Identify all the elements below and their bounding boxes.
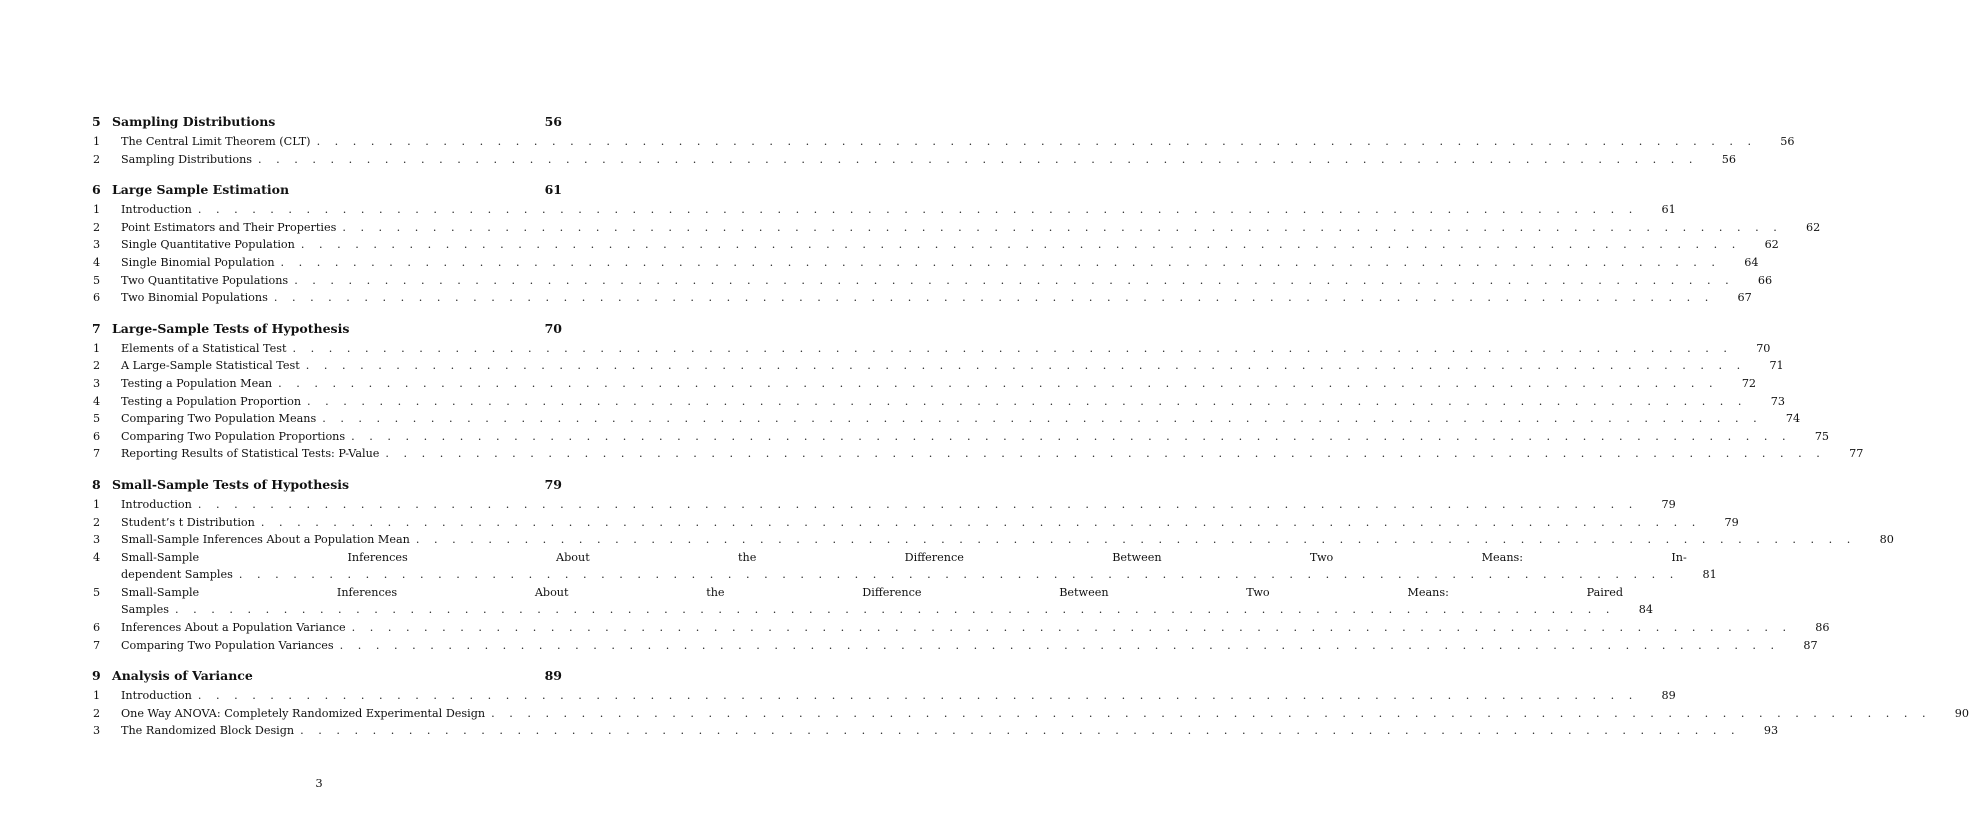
- dot-leader: . . . . . . . . . . . . . . . . . . . . . . . . . . . . . . . . . . . . . . . . . . . . . . . . . . . . . . . . . . . . . . . . . . . . . . . . . . . . . . . .: [294, 273, 1735, 287]
- section-body: [112, 236, 1779, 254]
- section-title: Single Binomial Population: [121, 255, 275, 269]
- chapter-title: Sampling Distributions: [112, 114, 276, 129]
- chapter-page-number: 70: [544, 320, 562, 336]
- toc-chapter: [92, 318, 1864, 463]
- toc-entry[interactable]: [92, 289, 1752, 307]
- dot-leader: . . . . . . . . . . . . . . . . . . . . . . . . . . . . . . . . . . . . . . . . . . . . . . . . . . . . . . . . . . . . . . . . . . . . . . . . . . . . . . . .: [415, 533, 1856, 547]
- section-title-line: [121, 722, 1778, 740]
- section-body: [112, 722, 1778, 740]
- section-body: [112, 254, 1758, 272]
- dot-leader: . . . . . . . . . . . . . . . . . . . . . . . . . . . . . . . . . . . . . . . . . . . . . . . . . . . . . . . . . . . . . . . . . . . . . . . . . . . . . . . .: [491, 706, 1932, 720]
- toc-entry[interactable]: [92, 619, 1830, 637]
- dot-leader: . . . . . . . . . . . . . . . . . . . . . . . . . . . . . . . . . . . . . . . . . . . . . . . . . . . . . . . . . . . . . . . . . . . . . . . . . . . . . . . .: [258, 152, 1698, 166]
- toc-entry[interactable]: [92, 219, 1821, 237]
- section-title: Sampling Distributions: [121, 152, 253, 166]
- section-body: [112, 637, 1818, 655]
- section-body: [112, 549, 1717, 584]
- chapter-title: Large Sample Estimation: [112, 182, 290, 198]
- section-page-number: 80: [1879, 533, 1894, 547]
- toc-entry[interactable]: [92, 722, 1779, 740]
- toc-entry[interactable]: [92, 705, 1969, 723]
- toc-entry[interactable]: [92, 687, 1676, 705]
- chapter-page-number: 56: [544, 114, 562, 129]
- section-page-number: 79: [1724, 515, 1739, 529]
- dot-leader: . . . . . . . . . . . . . . . . . . . . . . . . . . . . . . . . . . . . . . . . . . . . . . . . . . . . . . . . . . . . . . . . . . . . . . . . . . . . . . . .: [292, 341, 1733, 355]
- toc-entry[interactable]: [92, 151, 1736, 169]
- toc-chapter: [92, 179, 1821, 307]
- dot-leader: . . . . . . . . . . . . . . . . . . . . . . . . . . . . . . . . . . . . . . . . . . . . . . . . . . . . . . . . . . . . . . . . . . . . . . . . . . . . . . . .: [278, 376, 1719, 390]
- section-number: 1: [93, 689, 101, 703]
- chapter-page-number: 89: [544, 668, 562, 684]
- section-number: 6: [93, 621, 101, 635]
- section-body: [112, 340, 1770, 358]
- section-body: [112, 272, 1772, 290]
- dot-leader: . . . . . . . . . . . . . . . . . . . . . . . . . . . . . . . . . . . . . . . . . . . . . . . . . . . . . . . . . . . . . . . . . . . . . . . . . . . . . . . .: [238, 568, 1679, 582]
- toc-chapter: [92, 111, 1795, 168]
- chapter-number: 9: [92, 668, 101, 684]
- toc-entry[interactable]: [92, 375, 1757, 393]
- section-title: Inferences About a Population Variance: [121, 621, 346, 635]
- section-title-line: [121, 531, 1894, 549]
- section-title-line: [121, 201, 1676, 219]
- dot-leader: . . . . . . . . . . . . . . . . . . . . . . . . . . . . . . . . . . . . . . . . . . . . . . . . . . . . . . . . . . . . . . . . . . . . . . . . . . . . . . . .: [175, 603, 1615, 617]
- section-body: [112, 393, 1785, 411]
- section-body: [112, 133, 1795, 151]
- section-title: The Randomized Block Design: [121, 724, 295, 738]
- section-body: [112, 428, 1829, 446]
- toc-entry[interactable]: [92, 272, 1773, 290]
- section-body: [112, 151, 1736, 169]
- chapter-page-number: 61: [544, 182, 562, 198]
- section-title-line: [121, 254, 1758, 272]
- section-number: 3: [93, 376, 101, 390]
- section-body: [112, 496, 1676, 514]
- section-title: Small-Sample Inferences About a Population Mean: [121, 533, 410, 547]
- dot-leader: . . . . . . . . . . . . . . . . . . . . . . . . . . . . . . . . . . . . . . . . . . . . . . . . . . . . . . . . . . . . . . . . . . . . . . . . . . . . . . . .: [197, 203, 1638, 217]
- section-title: Comparing Two Population Variances: [121, 638, 334, 652]
- section-title-line: [121, 393, 1785, 411]
- toc-entry[interactable]: [92, 514, 1739, 532]
- page-number: 3: [315, 776, 323, 790]
- toc-entry[interactable]: [92, 428, 1830, 446]
- section-title: Two Binomial Populations: [121, 291, 268, 305]
- toc-entry[interactable]: [92, 254, 1759, 272]
- section-title-line: [121, 496, 1676, 514]
- section-page-number: 62: [1806, 220, 1821, 234]
- section-title-line: [121, 340, 1770, 358]
- section-title: One Way ANOVA: Completely Randomized Experimental Design: [121, 706, 486, 720]
- section-number: 1: [93, 497, 101, 511]
- section-title: Introduction: [121, 689, 192, 703]
- section-number: 1: [93, 341, 101, 355]
- section-title-line: [121, 705, 1969, 723]
- section-number: 2: [93, 220, 101, 234]
- section-title: Comparing Two Population Proportions: [121, 429, 346, 443]
- toc-entry[interactable]: [92, 549, 1717, 584]
- section-title-line: [121, 637, 1818, 655]
- toc-entry[interactable]: [92, 393, 1785, 411]
- section-number: 7: [93, 638, 101, 652]
- toc-entry[interactable]: [92, 496, 1676, 514]
- section-number: 4: [93, 550, 101, 564]
- section-page-number: 84: [1638, 603, 1653, 617]
- section-title-line: [121, 151, 1736, 169]
- toc-entry[interactable]: [92, 584, 1653, 619]
- section-page-number: 89: [1661, 689, 1676, 703]
- chapter-title: Small-Sample Tests of Hypothesis: [112, 476, 350, 492]
- section-title-line: [121, 566, 1717, 584]
- dot-leader: . . . . . . . . . . . . . . . . . . . . . . . . . . . . . . . . . . . . . . . . . . . . . . . . . . . . . . . . . . . . . . . . . . . . . . . . . . . . . . . .: [260, 515, 1701, 529]
- toc-chapter: [92, 665, 1969, 740]
- section-title: Student’s t Distribution: [121, 515, 255, 529]
- section-body: [112, 201, 1676, 219]
- chapter-number: 5: [92, 114, 101, 129]
- section-title-line: [121, 272, 1772, 290]
- section-body: [112, 705, 1969, 723]
- section-title-line: [121, 619, 1830, 637]
- section-number: 5: [93, 585, 101, 599]
- dot-leader: . . . . . . . . . . . . . . . . . . . . . . . . . . . . . . . . . . . . . . . . . . . . . . . . . . . . . . . . . . . . . . . . . . . . . . . . . . . . . . . .: [280, 255, 1721, 269]
- section-page-number: 74: [1785, 412, 1801, 426]
- section-page-number: 79: [1661, 497, 1676, 511]
- section-number: 5: [93, 273, 101, 287]
- section-number: 4: [93, 255, 101, 269]
- section-title-line: [121, 428, 1829, 446]
- section-title: Small-Sample Inferences About the Difference Between Two Means: Paired: [121, 585, 1623, 599]
- chapter-heading[interactable]: [92, 179, 562, 201]
- section-title: Elements of a Statistical Test: [121, 341, 287, 355]
- section-body: [112, 514, 1739, 532]
- dot-leader: . . . . . . . . . . . . . . . . . . . . . . . . . . . . . . . . . . . . . . . . . . . . . . . . . . . . . . . . . . . . . . . . . . . . . . . . . . . . . . . .: [197, 497, 1638, 511]
- section-number: 2: [93, 706, 101, 720]
- section-title-line: [121, 289, 1752, 307]
- section-title-line: [121, 445, 1863, 463]
- chapter-heading[interactable]: [92, 474, 562, 496]
- section-title: Testing a Population Proportion: [121, 394, 302, 408]
- chapter-title: Analysis of Variance: [112, 668, 253, 684]
- chapter-number: 7: [92, 320, 101, 336]
- section-title-line: [121, 584, 1653, 602]
- toc-entry[interactable]: [92, 133, 1795, 151]
- section-number: 2: [93, 152, 101, 166]
- section-page-number: 86: [1815, 621, 1830, 635]
- section-page-number: 81: [1702, 568, 1717, 582]
- section-title-line: [121, 410, 1800, 428]
- table-of-contents: [92, 111, 1969, 751]
- section-title-line: [121, 601, 1653, 619]
- section-title-line: [121, 549, 1717, 567]
- dot-leader: . . . . . . . . . . . . . . . . . . . . . . . . . . . . . . . . . . . . . . . . . . . . . . . . . . . . . . . . . . . . . . . . . . . . . . . . . . . . . . . .: [351, 429, 1792, 443]
- section-page-number: 56: [1780, 135, 1795, 148]
- section-number: 6: [93, 429, 101, 443]
- dot-leader: . . . . . . . . . . . . . . . . . . . . . . . . . . . . . . . . . . . . . . . . . . . . . . . . . . . . . . . . . . . . . . . . . . . . . . . . . . . . . . . .: [322, 412, 1763, 426]
- toc-entry[interactable]: [92, 531, 1894, 549]
- section-title: A Large-Sample Statistical Test: [121, 359, 300, 373]
- dot-leader: . . . . . . . . . . . . . . . . . . . . . . . . . . . . . . . . . . . . . . . . . . . . . . . . . . . . . . . . . . . . . . . . . . . . . . . . . . . . . . . .: [342, 220, 1783, 234]
- section-page-number: 70: [1756, 341, 1771, 355]
- section-body: [112, 531, 1894, 549]
- section-body: [112, 219, 1820, 237]
- toc-entry[interactable]: [92, 637, 1818, 655]
- dot-leader: . . . . . . . . . . . . . . . . . . . . . . . . . . . . . . . . . . . . . . . . . . . . . . . . . . . . . . . . . . . . . . . . . . . . . . . . . . . . . . . .: [300, 724, 1741, 738]
- section-page-number: 72: [1741, 376, 1757, 390]
- section-title: Point Estimators and Their Properties: [121, 220, 337, 234]
- section-number: 5: [93, 412, 101, 426]
- section-title-line: [121, 236, 1779, 254]
- section-number: 6: [93, 291, 101, 305]
- section-body: [112, 584, 1653, 619]
- dot-leader: . . . . . . . . . . . . . . . . . . . . . . . . . . . . . . . . . . . . . . . . . . . . . . . . . . . . . . . . . . . . . . . . . . . . . . . . . . . . . . . .: [339, 638, 1780, 652]
- chapter-page-number: 79: [544, 476, 562, 492]
- section-number: 2: [93, 359, 101, 373]
- section-page-number: 61: [1661, 203, 1676, 217]
- section-title-line: [121, 357, 1784, 375]
- chapter-heading[interactable]: [92, 111, 562, 133]
- dot-leader: . . . . . . . . . . . . . . . . . . . . . . . . . . . . . . . . . . . . . . . . . . . . . . . . . . . . . . . . . . . . . . . . . . . . . . . . . . . . . . . .: [197, 689, 1638, 703]
- section-title-line: [121, 687, 1676, 705]
- section-title: dependent Samples: [121, 568, 233, 582]
- section-page-number: 67: [1737, 291, 1752, 305]
- section-title: The Central Limit Theorem (CLT): [121, 135, 311, 148]
- section-body: [112, 619, 1830, 637]
- section-title: Reporting Results of Statistical Tests: P-Value: [121, 447, 380, 461]
- section-body: [112, 410, 1800, 428]
- toc-chapter: [92, 474, 1894, 654]
- section-number: 1: [93, 203, 101, 217]
- section-title: Single Quantitative Population: [121, 238, 295, 252]
- dot-leader: . . . . . . . . . . . . . . . . . . . . . . . . . . . . . . . . . . . . . . . . . . . . . . . . . . . . . . . . . . . . . . . . . . . . . . . . . . . . . . . .: [385, 447, 1826, 461]
- section-page-number: 93: [1763, 724, 1779, 738]
- section-number: 4: [93, 394, 101, 408]
- toc-entry[interactable]: [92, 340, 1771, 358]
- dot-leader: . . . . . . . . . . . . . . . . . . . . . . . . . . . . . . . . . . . . . . . . . . . . . . . . . . . . . . . . . . . . . . . . . . . . . . . . . . . . . . . .: [273, 291, 1714, 305]
- section-page-number: 71: [1769, 359, 1784, 373]
- section-page-number: 64: [1744, 255, 1759, 269]
- dot-leader: . . . . . . . . . . . . . . . . . . . . . . . . . . . . . . . . . . . . . . . . . . . . . . . . . . . . . . . . . . . . . . . . . . . . . . . . . . . . . . . .: [300, 238, 1741, 252]
- section-number: 7: [93, 447, 101, 461]
- dot-leader: . . . . . . . . . . . . . . . . . . . . . . . . . . . . . . . . . . . . . . . . . . . . . . . . . . . . . . . . . . . . . . . . . . . . . . . . . . . . . . . .: [351, 621, 1792, 635]
- dot-leader: . . . . . . . . . . . . . . . . . . . . . . . . . . . . . . . . . . . . . . . . . . . . . . . . . . . . . . . . . . . . . . . . . . . . . . . . . . . . . . . .: [316, 135, 1757, 148]
- section-title: Samples: [121, 603, 170, 617]
- section-body: [112, 289, 1752, 307]
- section-number: 1: [93, 135, 101, 148]
- section-title: Small-Sample Inferences About the Difference Between Two Means: In-: [121, 550, 1687, 564]
- section-page-number: 90: [1954, 706, 1969, 720]
- section-page-number: 56: [1721, 152, 1736, 166]
- section-title: Testing a Population Mean: [121, 376, 273, 390]
- toc-entry[interactable]: [92, 201, 1676, 219]
- chapter-heading[interactable]: [92, 665, 562, 687]
- section-page-number: 75: [1814, 429, 1830, 443]
- section-page-number: 62: [1764, 238, 1779, 252]
- section-number: 3: [93, 724, 101, 738]
- section-body: [112, 357, 1784, 375]
- toc-entry[interactable]: [92, 236, 1779, 254]
- section-title: Introduction: [121, 203, 192, 217]
- chapter-title: Large-Sample Tests of Hypothesis: [112, 320, 350, 336]
- section-title-line: [121, 375, 1756, 393]
- dot-leader: . . . . . . . . . . . . . . . . . . . . . . . . . . . . . . . . . . . . . . . . . . . . . . . . . . . . . . . . . . . . . . . . . . . . . . . . . . . . . . . .: [305, 359, 1746, 373]
- section-title: Comparing Two Population Means: [121, 412, 317, 426]
- chapter-heading[interactable]: [92, 318, 562, 340]
- chapter-number: 8: [92, 476, 101, 492]
- section-number: 3: [93, 533, 101, 547]
- chapter-number: 6: [92, 182, 101, 198]
- section-page-number: 73: [1770, 394, 1785, 408]
- section-body: [112, 375, 1756, 393]
- section-body: [112, 445, 1863, 463]
- section-title-line: [121, 133, 1795, 151]
- section-number: 2: [93, 515, 101, 529]
- section-title: Introduction: [121, 497, 192, 511]
- section-page-number: 66: [1757, 273, 1773, 287]
- toc-entry[interactable]: [92, 445, 1864, 463]
- section-body: [112, 687, 1676, 705]
- section-title-line: [121, 514, 1739, 532]
- section-page-number: 87: [1803, 638, 1818, 652]
- dot-leader: . . . . . . . . . . . . . . . . . . . . . . . . . . . . . . . . . . . . . . . . . . . . . . . . . . . . . . . . . . . . . . . . . . . . . . . . . . . . . . . .: [307, 394, 1747, 408]
- toc-entry[interactable]: [92, 410, 1801, 428]
- section-title-line: [121, 219, 1820, 237]
- section-number: 3: [93, 238, 101, 252]
- section-page-number: 77: [1849, 447, 1864, 461]
- toc-entry[interactable]: [92, 357, 1784, 375]
- section-title: Two Quantitative Populations: [121, 273, 289, 287]
